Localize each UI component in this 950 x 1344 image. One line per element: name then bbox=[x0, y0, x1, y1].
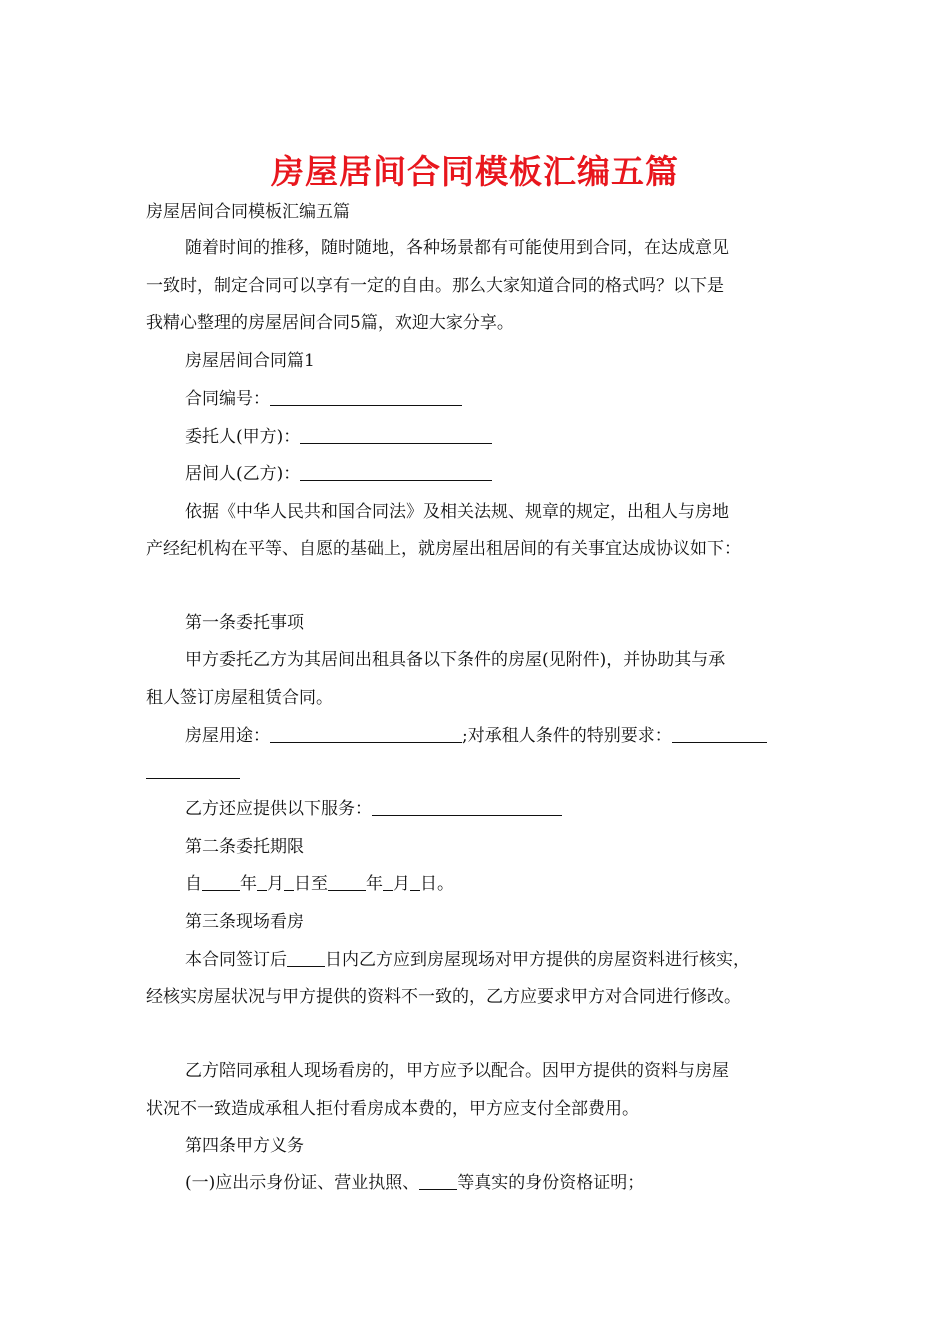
usage-blank bbox=[270, 725, 462, 743]
article3-line-1: 本合同签订后 日内乙方应到房屋现场对甲方提供的房屋资料进行核实， bbox=[185, 950, 750, 970]
article1-line-1: 甲方委托乙方为其居间出租具备以下条件的房屋(见附件)，并协助其与承 bbox=[185, 650, 726, 670]
article1-line-2: 租人签订房屋租赁合同。 bbox=[146, 688, 333, 708]
client-blank bbox=[300, 426, 492, 444]
intro-line-1: 随着时间的推移，随时随地，各种场景都有可能使用到合同，在达成意见 bbox=[185, 238, 729, 258]
tenant-requirements-blank-continued bbox=[146, 760, 240, 784]
period-row: 自 年 月 日至 年 月 日。 bbox=[185, 874, 454, 894]
article4-item-1: (一)应出示身份证、营业执照、 等真实的身份资格证明； bbox=[185, 1173, 645, 1193]
article3-line-2: 经核实房屋状况与甲方提供的资料不一致的，乙方应要求甲方对合同进行修改。 bbox=[146, 987, 741, 1007]
article3-heading: 第三条现场看房 bbox=[185, 912, 304, 932]
basis-line-1: 依据《中华人民共和国合同法》及相关法规、规章的规定，出租人与房地 bbox=[185, 502, 729, 522]
contract-number-blank bbox=[270, 388, 462, 406]
contract-number-row bbox=[185, 387, 462, 411]
article4-heading: 第四条甲方义务 bbox=[185, 1136, 304, 1156]
part1-heading: 房屋居间合同篇1 bbox=[185, 351, 315, 371]
document-title: 房屋居间合同模板汇编五篇 bbox=[271, 152, 679, 191]
usage-row bbox=[185, 724, 767, 748]
services-label: 乙方还应提供以下服务： bbox=[185, 799, 372, 819]
article3-para2-line-2: 状况不一致造成承租人拒付看房成本费的，甲方应支付全部费用。 bbox=[146, 1099, 639, 1119]
article2-heading: 第二条委托期限 bbox=[185, 837, 304, 857]
services-blank bbox=[372, 798, 562, 816]
article3-para2-line-1: 乙方陪同承租人现场看房的，甲方应予以配合。因甲方提供的资料与房屋 bbox=[185, 1061, 729, 1081]
client-label: 委托人(甲方)： bbox=[185, 427, 301, 447]
days-blank bbox=[287, 949, 325, 967]
tenant-requirements-blank bbox=[672, 725, 767, 743]
tenant-requirements-label: ;对承租人条件的特别要求： bbox=[462, 726, 672, 746]
services-row bbox=[185, 797, 562, 821]
basis-line-2: 产经纪机构在平等、自愿的基础上，就房屋出租居间的有关事宜达成协议如下： bbox=[146, 539, 741, 559]
broker-blank bbox=[300, 463, 492, 481]
broker-row bbox=[185, 462, 492, 486]
usage-label: 房屋用途： bbox=[185, 726, 270, 746]
intro-line-3: 我精心整理的房屋居间合同5篇，欢迎大家分享。 bbox=[146, 313, 514, 333]
document-subtitle: 房屋居间合同模板汇编五篇 bbox=[146, 202, 350, 222]
contract-number-label: 合同编号： bbox=[185, 389, 270, 409]
client-row bbox=[185, 425, 492, 449]
article1-heading: 第一条委托事项 bbox=[185, 613, 304, 633]
broker-label: 居间人(乙方)： bbox=[185, 464, 301, 484]
intro-line-2: 一致时，制定合同可以享有一定的自由。那么大家知道合同的格式吗？以下是 bbox=[146, 276, 724, 296]
id-document-blank bbox=[419, 1172, 457, 1190]
